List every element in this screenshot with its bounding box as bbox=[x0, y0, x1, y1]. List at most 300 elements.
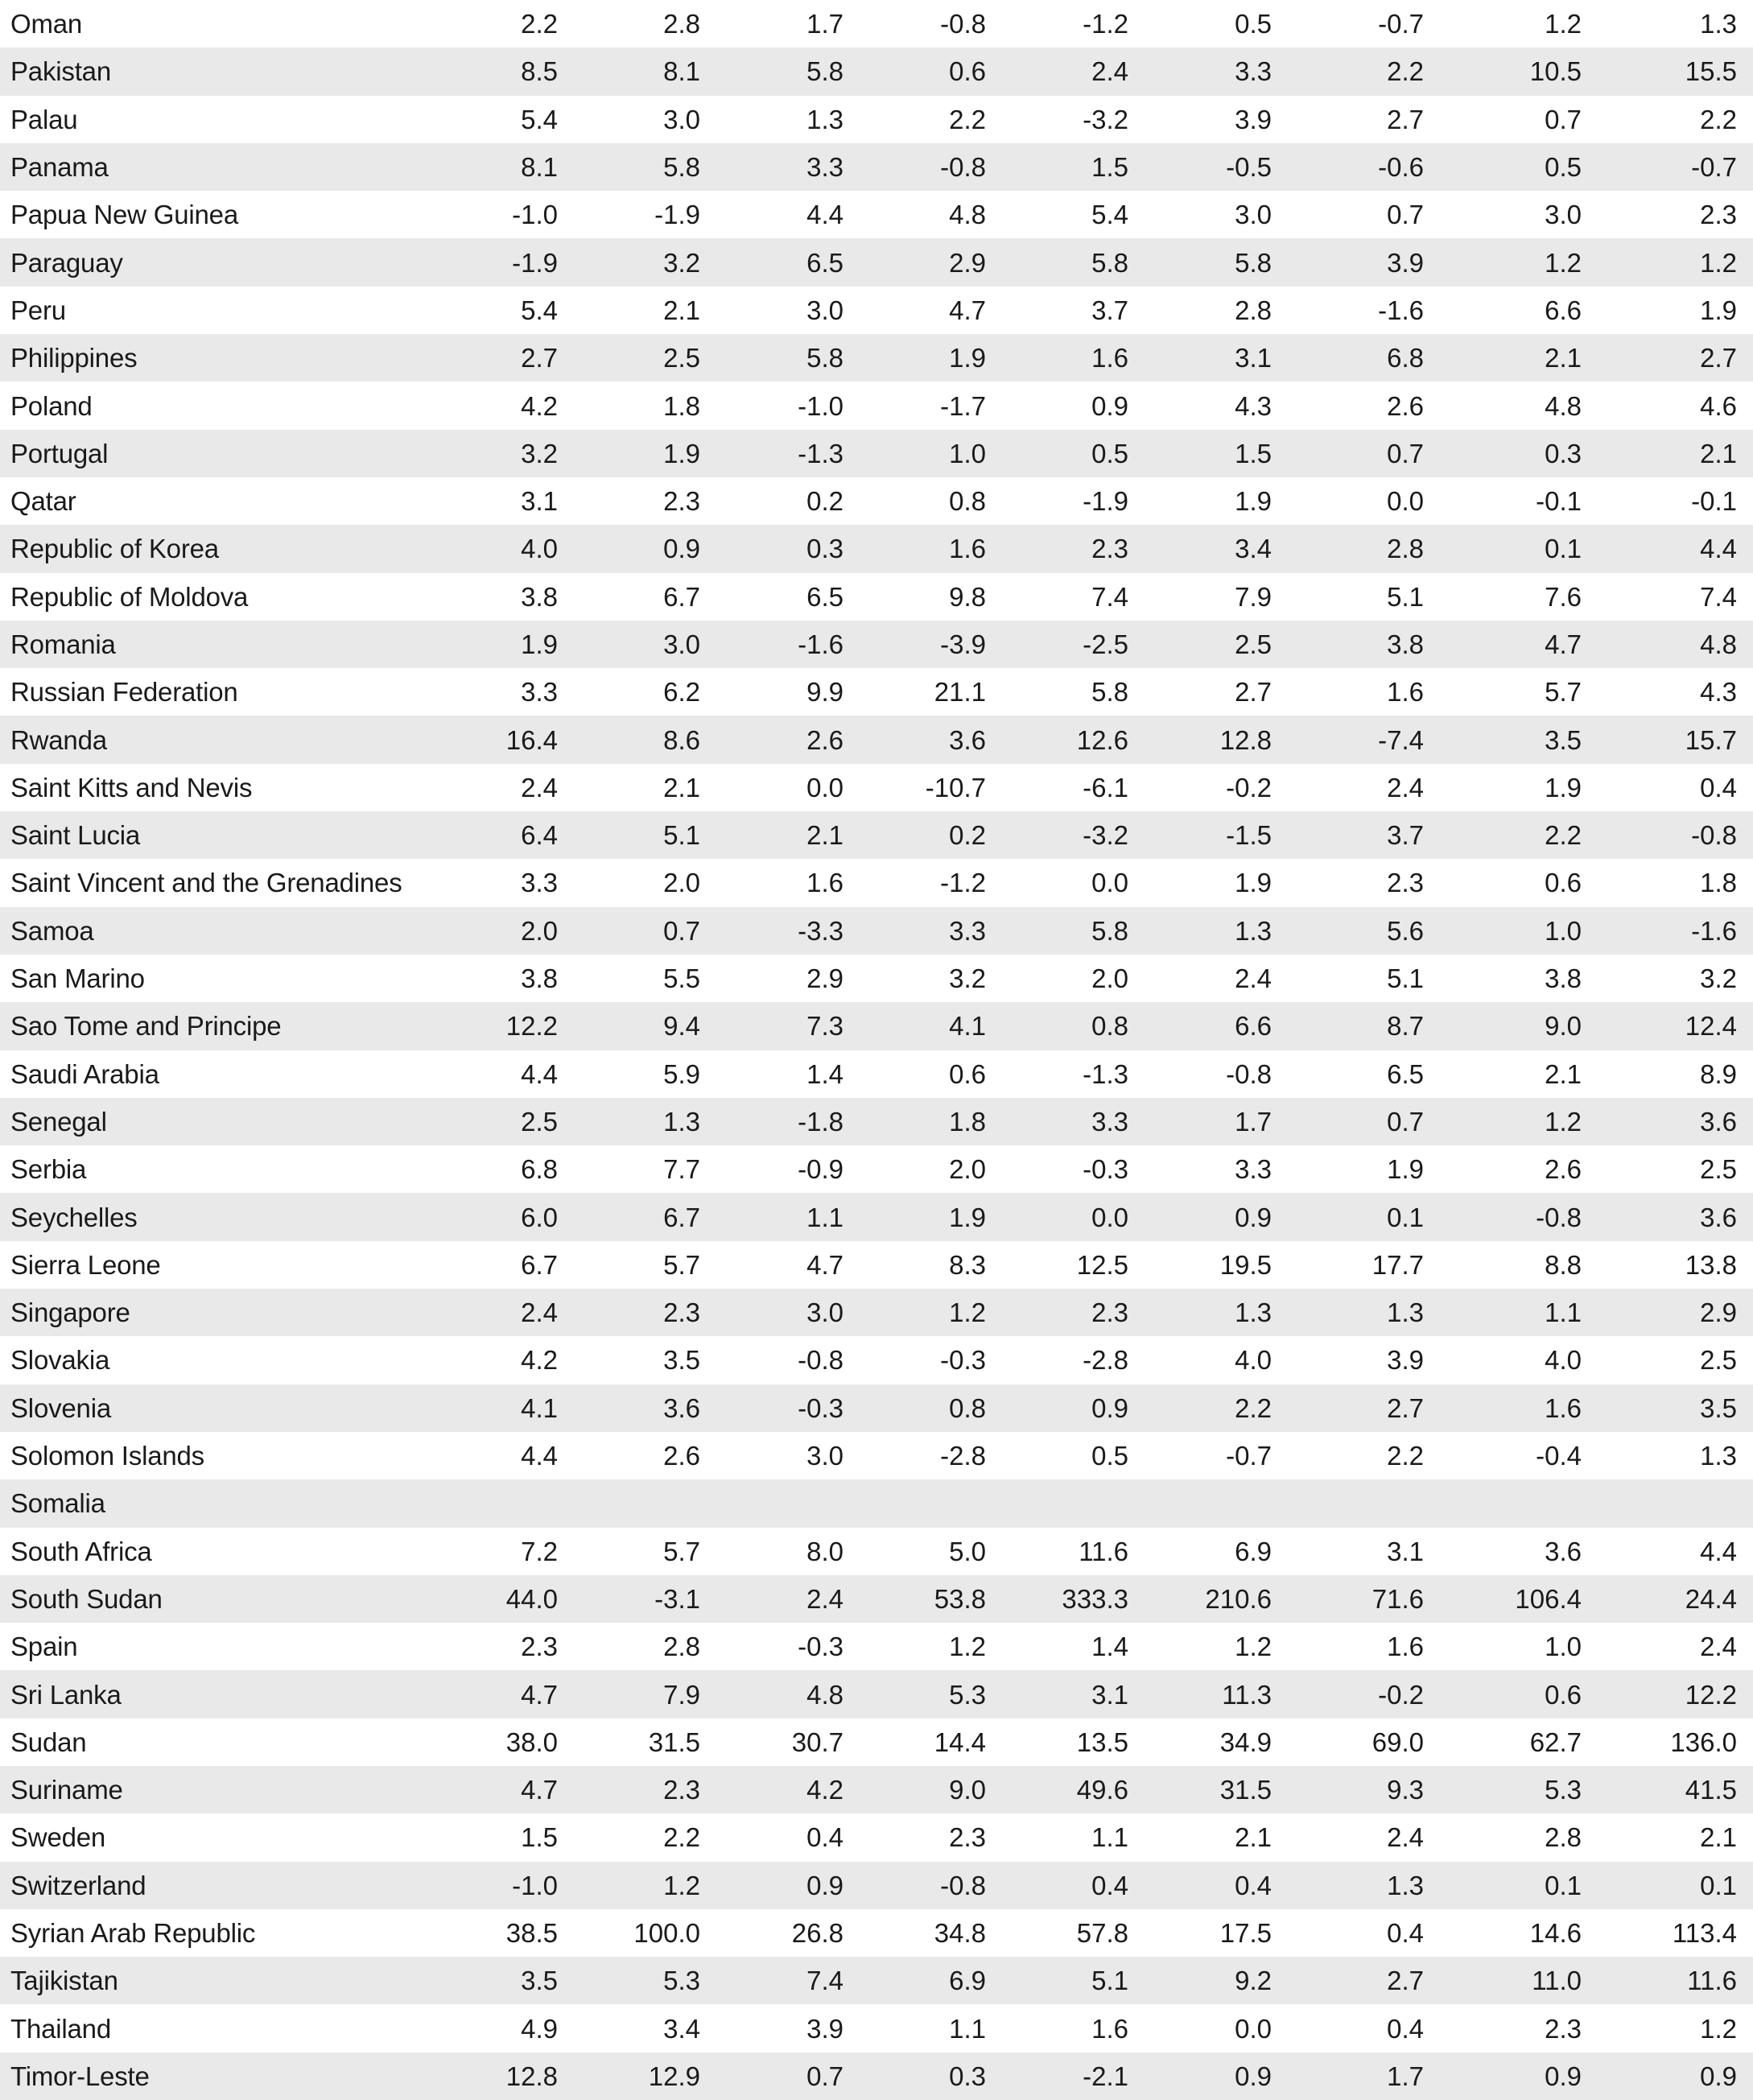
value-cell: 2.4 bbox=[521, 1298, 558, 1328]
value-cell: 0.9 bbox=[663, 534, 700, 564]
value-cell: 1.3 bbox=[1235, 915, 1272, 946]
table-row bbox=[0, 1145, 1753, 1193]
country-name: Sierra Leone bbox=[10, 1249, 161, 1280]
value-cell: 2.2 bbox=[663, 1822, 700, 1853]
table-row bbox=[0, 1241, 1753, 1289]
value-cell: 38.5 bbox=[505, 1918, 558, 1949]
value-cell: 9.8 bbox=[949, 581, 986, 612]
value-cell: 0.4 bbox=[1700, 772, 1737, 802]
value-cell: 100.0 bbox=[633, 1918, 700, 1949]
value-cell: -1.9 bbox=[1083, 486, 1128, 517]
value-cell: -1.8 bbox=[798, 1106, 844, 1137]
value-cell: 1.9 bbox=[663, 438, 700, 468]
value-cell: 2.4 bbox=[1387, 1822, 1424, 1853]
value-cell: 9.3 bbox=[1387, 1775, 1424, 1805]
table-row bbox=[0, 811, 1753, 859]
value-cell: 0.0 bbox=[1091, 1202, 1128, 1232]
value-cell: 6.6 bbox=[1545, 295, 1582, 325]
value-cell: 3.6 bbox=[663, 1392, 700, 1423]
table-row bbox=[0, 382, 1753, 429]
table-row bbox=[0, 764, 1753, 811]
value-cell: 49.6 bbox=[1076, 1775, 1128, 1805]
table-row bbox=[0, 96, 1753, 143]
country-name: Philippines bbox=[10, 343, 138, 373]
value-cell: 17.5 bbox=[1219, 1918, 1272, 1949]
value-cell: -1.0 bbox=[512, 1870, 558, 1900]
value-cell: 1.9 bbox=[1545, 772, 1582, 802]
value-cell: 2.0 bbox=[1091, 963, 1128, 994]
value-cell: 1.8 bbox=[949, 1106, 986, 1137]
value-cell: 4.3 bbox=[1700, 677, 1737, 708]
value-cell: 2.0 bbox=[949, 1154, 986, 1185]
value-cell: 1.5 bbox=[1235, 438, 1272, 468]
country-name: Panama bbox=[10, 152, 109, 183]
value-cell: 1.3 bbox=[663, 1106, 700, 1137]
value-cell: 2.7 bbox=[1387, 1966, 1424, 1996]
country-name: Sao Tome and Principe bbox=[10, 1011, 282, 1042]
table-row bbox=[0, 47, 1753, 95]
value-cell: 6.2 bbox=[663, 677, 700, 708]
value-cell: 0.5 bbox=[1091, 438, 1128, 468]
value-cell: 0.3 bbox=[949, 2061, 986, 2091]
value-cell: 1.7 bbox=[1235, 1106, 1272, 1137]
value-cell: 4.6 bbox=[1700, 390, 1737, 421]
value-cell: 0.1 bbox=[1545, 534, 1582, 564]
value-cell: 57.8 bbox=[1076, 1918, 1128, 1949]
value-cell: 1.6 bbox=[1545, 1392, 1582, 1423]
value-cell: 2.9 bbox=[1700, 1298, 1737, 1328]
value-cell: 21.1 bbox=[934, 677, 986, 708]
table-row bbox=[0, 1623, 1753, 1670]
value-cell: 5.7 bbox=[1545, 677, 1582, 708]
value-cell: 0.6 bbox=[949, 56, 986, 87]
value-cell: 5.5 bbox=[663, 963, 700, 994]
table-row bbox=[0, 477, 1753, 525]
country-name: Saudi Arabia bbox=[10, 1058, 159, 1089]
country-name: Palau bbox=[10, 104, 78, 134]
table-row bbox=[0, 1289, 1753, 1336]
value-cell: 7.9 bbox=[1235, 581, 1272, 612]
value-cell: 9.0 bbox=[1545, 1011, 1582, 1042]
value-cell: 2.9 bbox=[949, 247, 986, 278]
value-cell: 1.9 bbox=[1235, 868, 1272, 898]
value-cell: 6.5 bbox=[806, 581, 844, 612]
value-cell: 3.4 bbox=[663, 2013, 700, 2044]
value-cell: 1.4 bbox=[1091, 1632, 1128, 1662]
value-cell: 12.6 bbox=[1076, 724, 1128, 755]
value-cell: 14.4 bbox=[934, 1727, 986, 1757]
value-cell: -3.9 bbox=[940, 629, 986, 659]
value-cell: -1.7 bbox=[940, 390, 986, 421]
value-cell: 13.5 bbox=[1076, 1727, 1128, 1757]
value-cell: 2.5 bbox=[1700, 1345, 1737, 1376]
value-cell: 3.8 bbox=[1387, 629, 1424, 659]
value-cell: 3.8 bbox=[521, 581, 558, 612]
country-name: Switzerland bbox=[10, 1870, 146, 1900]
country-name: South Africa bbox=[10, 1536, 152, 1566]
country-name: Senegal bbox=[10, 1106, 107, 1137]
value-cell: 0.1 bbox=[1700, 1870, 1737, 1900]
value-cell: 5.1 bbox=[1091, 1966, 1128, 1996]
value-cell: 2.4 bbox=[521, 772, 558, 802]
country-name: Republic of Moldova bbox=[10, 581, 249, 612]
value-cell: 2.3 bbox=[663, 1775, 700, 1805]
table-row bbox=[0, 1336, 1753, 1384]
table-row bbox=[0, 1862, 1753, 1909]
table-row bbox=[0, 668, 1753, 716]
value-cell: 1.2 bbox=[1700, 2013, 1737, 2044]
value-cell: 0.1 bbox=[1387, 1202, 1424, 1232]
value-cell: 8.9 bbox=[1700, 1058, 1737, 1089]
value-cell: 8.1 bbox=[663, 56, 700, 87]
value-cell: -0.9 bbox=[798, 1154, 844, 1185]
value-cell: 1.3 bbox=[806, 104, 844, 134]
value-cell: 113.4 bbox=[1672, 1918, 1737, 1949]
value-cell: 2.3 bbox=[1700, 200, 1737, 230]
value-cell: 6.8 bbox=[1387, 343, 1424, 373]
value-cell: 15.7 bbox=[1685, 724, 1737, 755]
value-cell: -0.2 bbox=[1378, 1679, 1424, 1710]
value-cell: 4.7 bbox=[949, 295, 986, 325]
value-cell: -7.4 bbox=[1378, 724, 1424, 755]
value-cell: 11.3 bbox=[1222, 1679, 1272, 1710]
table-row bbox=[0, 859, 1753, 906]
table-row bbox=[0, 1002, 1753, 1050]
value-cell: 2.3 bbox=[1545, 2013, 1582, 2044]
value-cell: 12.5 bbox=[1076, 1249, 1128, 1280]
value-cell: 0.0 bbox=[1235, 2013, 1272, 2044]
value-cell: 4.0 bbox=[1235, 1345, 1272, 1376]
value-cell: 2.1 bbox=[1700, 438, 1737, 468]
value-cell: 3.4 bbox=[1235, 534, 1272, 564]
country-name: Paraguay bbox=[10, 247, 123, 278]
value-cell: -0.8 bbox=[940, 1870, 986, 1900]
value-cell: 1.3 bbox=[1235, 1298, 1272, 1328]
value-cell: 24.4 bbox=[1685, 1583, 1737, 1614]
value-cell: 4.4 bbox=[521, 1058, 558, 1089]
value-cell: 0.7 bbox=[1387, 200, 1424, 230]
value-cell: 5.8 bbox=[806, 56, 844, 87]
value-cell: 2.8 bbox=[1235, 295, 1272, 325]
value-cell: -1.2 bbox=[1083, 9, 1128, 39]
value-cell: 4.8 bbox=[949, 200, 986, 230]
value-cell: 69.0 bbox=[1371, 1727, 1424, 1757]
value-cell: 1.1 bbox=[1545, 1298, 1582, 1328]
value-cell: 26.8 bbox=[791, 1918, 844, 1949]
table-row bbox=[0, 1098, 1753, 1145]
value-cell: 3.5 bbox=[521, 1966, 558, 1996]
value-cell: 5.8 bbox=[806, 343, 844, 373]
value-cell: 2.2 bbox=[521, 9, 558, 39]
table-row bbox=[0, 143, 1753, 191]
value-cell: 3.3 bbox=[806, 152, 844, 183]
value-cell: 3.1 bbox=[1091, 1679, 1128, 1710]
value-cell: 1.2 bbox=[1545, 247, 1582, 278]
value-cell: 1.7 bbox=[1387, 2061, 1424, 2091]
value-cell: 7.2 bbox=[521, 1536, 558, 1566]
value-cell: 3.3 bbox=[1091, 1106, 1128, 1137]
value-cell: 0.4 bbox=[1387, 2013, 1424, 2044]
value-cell: 4.7 bbox=[521, 1775, 558, 1805]
value-cell: 8.6 bbox=[663, 724, 700, 755]
value-cell: 6.7 bbox=[663, 581, 700, 612]
value-cell: 3.1 bbox=[1387, 1536, 1424, 1566]
value-cell: 3.0 bbox=[806, 1441, 844, 1471]
value-cell: 3.5 bbox=[663, 1345, 700, 1376]
value-cell: 7.4 bbox=[1700, 581, 1737, 612]
value-cell: -0.8 bbox=[798, 1345, 844, 1376]
value-cell: 7.4 bbox=[1091, 581, 1128, 612]
value-cell: 4.9 bbox=[521, 2013, 558, 2044]
value-cell: 3.0 bbox=[806, 295, 844, 325]
value-cell: 3.2 bbox=[949, 963, 986, 994]
value-cell: 1.6 bbox=[1387, 677, 1424, 708]
value-cell: -0.8 bbox=[1226, 1058, 1272, 1089]
value-cell: 0.4 bbox=[1091, 1870, 1128, 1900]
value-cell: 44.0 bbox=[505, 1583, 558, 1614]
value-cell: 2.4 bbox=[1700, 1632, 1737, 1662]
value-cell: 1.4 bbox=[806, 1058, 844, 1089]
value-cell: 62.7 bbox=[1529, 1727, 1582, 1757]
value-cell: 4.2 bbox=[521, 1345, 558, 1376]
value-cell: -1.6 bbox=[1691, 915, 1737, 946]
value-cell: 2.1 bbox=[1545, 343, 1582, 373]
table-row bbox=[0, 1575, 1753, 1623]
table-row bbox=[0, 1528, 1753, 1575]
country-name: Seychelles bbox=[10, 1202, 138, 1232]
value-cell: 2.6 bbox=[663, 1441, 700, 1471]
table-row bbox=[0, 430, 1753, 477]
table-row bbox=[0, 238, 1753, 286]
country-name: Republic of Korea bbox=[10, 534, 219, 564]
country-name: San Marino bbox=[10, 963, 145, 994]
country-name: Thailand bbox=[10, 2013, 111, 2044]
value-cell: 3.1 bbox=[1235, 343, 1272, 373]
value-cell: 3.1 bbox=[521, 486, 558, 517]
table-row bbox=[0, 1050, 1753, 1098]
value-cell: 2.2 bbox=[949, 104, 986, 134]
value-cell: 2.6 bbox=[806, 724, 844, 755]
country-name: Oman bbox=[10, 9, 83, 39]
value-cell: 0.9 bbox=[1700, 2061, 1737, 2091]
value-cell: 2.4 bbox=[1091, 56, 1128, 87]
table-row bbox=[0, 955, 1753, 1002]
value-cell: 5.1 bbox=[663, 820, 700, 851]
table-row bbox=[0, 1813, 1753, 1861]
value-cell: 3.6 bbox=[1545, 1536, 1582, 1566]
value-cell: 5.7 bbox=[663, 1249, 700, 1280]
value-cell: 2.8 bbox=[663, 1632, 700, 1662]
value-cell: 333.3 bbox=[1062, 1583, 1128, 1614]
value-cell: -0.1 bbox=[1691, 486, 1737, 517]
value-cell: 0.4 bbox=[1235, 1870, 1272, 1900]
value-cell: 3.9 bbox=[1387, 247, 1424, 278]
value-cell: -0.8 bbox=[940, 152, 986, 183]
value-cell: 15.5 bbox=[1685, 56, 1737, 87]
value-cell: 3.2 bbox=[1700, 963, 1737, 994]
value-cell: 3.3 bbox=[1235, 56, 1272, 87]
value-cell: 4.2 bbox=[806, 1775, 844, 1805]
value-cell: 2.8 bbox=[663, 9, 700, 39]
value-cell: 3.6 bbox=[1700, 1106, 1737, 1137]
value-cell: -0.5 bbox=[1226, 152, 1272, 183]
value-cell: 1.9 bbox=[949, 1202, 986, 1232]
value-cell: 4.0 bbox=[521, 534, 558, 564]
value-cell: 0.7 bbox=[1387, 438, 1424, 468]
value-cell: 8.3 bbox=[949, 1249, 986, 1280]
value-cell: 4.7 bbox=[1545, 629, 1582, 659]
value-cell: 34.9 bbox=[1219, 1727, 1272, 1757]
value-cell: 2.9 bbox=[806, 963, 844, 994]
value-cell: 0.7 bbox=[1387, 1106, 1424, 1137]
value-cell: 1.3 bbox=[1700, 1441, 1737, 1471]
value-cell: -1.5 bbox=[1226, 820, 1272, 851]
value-cell: 5.3 bbox=[1545, 1775, 1582, 1805]
value-cell: 5.1 bbox=[1387, 963, 1424, 994]
value-cell: 4.0 bbox=[1545, 1345, 1582, 1376]
value-cell: 9.0 bbox=[949, 1775, 986, 1805]
value-cell: -2.8 bbox=[940, 1441, 986, 1471]
value-cell: 0.8 bbox=[949, 1392, 986, 1423]
value-cell: 4.4 bbox=[521, 1441, 558, 1471]
value-cell: 4.1 bbox=[949, 1011, 986, 1042]
country-name: Sri Lanka bbox=[10, 1679, 122, 1710]
value-cell: 3.9 bbox=[1387, 1345, 1424, 1376]
table-row bbox=[0, 1432, 1753, 1479]
value-cell: -0.2 bbox=[1226, 772, 1272, 802]
value-cell: 2.3 bbox=[663, 486, 700, 517]
value-cell: 10.5 bbox=[1529, 56, 1582, 87]
value-cell: 1.2 bbox=[949, 1632, 986, 1662]
value-cell: 3.2 bbox=[663, 247, 700, 278]
value-cell: 9.4 bbox=[663, 1011, 700, 1042]
value-cell: -2.5 bbox=[1083, 629, 1128, 659]
value-cell: 2.7 bbox=[1387, 1392, 1424, 1423]
value-cell: 4.7 bbox=[806, 1249, 844, 1280]
value-cell: -0.7 bbox=[1691, 152, 1737, 183]
country-name: Portugal bbox=[10, 438, 109, 468]
value-cell: 8.7 bbox=[1387, 1011, 1424, 1042]
value-cell: 1.1 bbox=[949, 2013, 986, 2044]
value-cell: 41.5 bbox=[1685, 1775, 1737, 1805]
value-cell: 3.8 bbox=[521, 963, 558, 994]
value-cell: 2.1 bbox=[1545, 1058, 1582, 1089]
country-name: Spain bbox=[10, 1632, 78, 1662]
country-name: South Sudan bbox=[10, 1583, 163, 1614]
value-cell: 6.5 bbox=[1387, 1058, 1424, 1089]
value-cell: 1.2 bbox=[663, 1870, 700, 1900]
value-cell: 1.2 bbox=[949, 1298, 986, 1328]
value-cell: 3.5 bbox=[1545, 724, 1582, 755]
value-cell: 3.3 bbox=[1235, 1154, 1272, 1185]
value-cell: 7.4 bbox=[806, 1966, 844, 1996]
value-cell: 0.5 bbox=[1545, 152, 1582, 183]
table-row bbox=[0, 2004, 1753, 2052]
value-cell: 2.2 bbox=[1700, 104, 1737, 134]
value-cell: 2.4 bbox=[806, 1583, 844, 1614]
value-cell: 4.1 bbox=[521, 1392, 558, 1423]
value-cell: -1.9 bbox=[654, 200, 700, 230]
value-cell: 2.3 bbox=[663, 1298, 700, 1328]
value-cell: -0.8 bbox=[1536, 1202, 1582, 1232]
country-name: Sudan bbox=[10, 1727, 87, 1757]
value-cell: 3.0 bbox=[1235, 200, 1272, 230]
value-cell: -3.2 bbox=[1083, 820, 1128, 851]
value-cell: 3.9 bbox=[806, 2013, 844, 2044]
table-row bbox=[0, 1384, 1753, 1432]
value-cell: -1.6 bbox=[798, 629, 844, 659]
value-cell: 12.9 bbox=[648, 2061, 700, 2091]
country-name: Singapore bbox=[10, 1298, 130, 1328]
value-cell: 106.4 bbox=[1515, 1583, 1582, 1614]
value-cell: 6.9 bbox=[1235, 1536, 1272, 1566]
value-cell: 1.7 bbox=[806, 9, 844, 39]
country-name: Sweden bbox=[10, 1822, 106, 1853]
value-cell: 8.1 bbox=[521, 152, 558, 183]
value-cell: 31.5 bbox=[648, 1727, 700, 1757]
value-cell: 2.3 bbox=[1387, 868, 1424, 898]
value-cell: 3.5 bbox=[1700, 1392, 1737, 1423]
value-cell: 6.6 bbox=[1235, 1011, 1272, 1042]
value-cell: 1.0 bbox=[1545, 915, 1582, 946]
value-cell: 1.2 bbox=[1700, 247, 1737, 278]
value-cell: 0.6 bbox=[1545, 1679, 1582, 1710]
value-cell: 2.0 bbox=[521, 915, 558, 946]
table-row bbox=[0, 907, 1753, 955]
value-cell: 12.8 bbox=[505, 2061, 558, 2091]
value-cell: -3.3 bbox=[798, 915, 844, 946]
value-cell: 0.0 bbox=[806, 772, 844, 802]
value-cell: 13.8 bbox=[1685, 1249, 1737, 1280]
value-cell: 1.9 bbox=[1700, 295, 1737, 325]
value-cell: 5.3 bbox=[663, 1966, 700, 1996]
value-cell: 5.8 bbox=[1091, 247, 1128, 278]
value-cell: -6.1 bbox=[1083, 772, 1128, 802]
value-cell: 2.2 bbox=[1235, 1392, 1272, 1423]
value-cell: 2.7 bbox=[521, 343, 558, 373]
value-cell: 0.9 bbox=[1091, 390, 1128, 421]
country-name: Suriname bbox=[10, 1775, 123, 1805]
value-cell: -0.3 bbox=[798, 1632, 844, 1662]
value-cell: 16.4 bbox=[505, 724, 558, 755]
value-cell: 1.5 bbox=[521, 1822, 558, 1853]
table-row bbox=[0, 525, 1753, 572]
value-cell: 1.0 bbox=[949, 438, 986, 468]
table-row bbox=[0, 2053, 1753, 2100]
value-cell: 0.9 bbox=[1545, 2061, 1582, 2091]
country-name: Solomon Islands bbox=[10, 1441, 204, 1471]
country-name: Peru bbox=[10, 295, 66, 325]
value-cell: -1.9 bbox=[512, 247, 558, 278]
table-row bbox=[0, 1909, 1753, 1957]
value-cell: 5.8 bbox=[1235, 247, 1272, 278]
value-cell: 0.3 bbox=[806, 534, 844, 564]
value-cell: 1.9 bbox=[1387, 1154, 1424, 1185]
value-cell: 1.1 bbox=[806, 1202, 844, 1232]
value-cell: 1.3 bbox=[1387, 1870, 1424, 1900]
value-cell: -3.1 bbox=[654, 1583, 700, 1614]
value-cell: 5.4 bbox=[521, 104, 558, 134]
value-cell: 6.4 bbox=[521, 820, 558, 851]
value-cell: -0.6 bbox=[1378, 152, 1424, 183]
value-cell: 210.6 bbox=[1205, 1583, 1272, 1614]
value-cell: 4.4 bbox=[1700, 1536, 1737, 1566]
value-cell: 2.5 bbox=[1235, 629, 1272, 659]
value-cell: 2.1 bbox=[663, 772, 700, 802]
table-row bbox=[0, 716, 1753, 763]
value-cell: 6.8 bbox=[521, 1154, 558, 1185]
value-cell: 4.4 bbox=[1700, 534, 1737, 564]
